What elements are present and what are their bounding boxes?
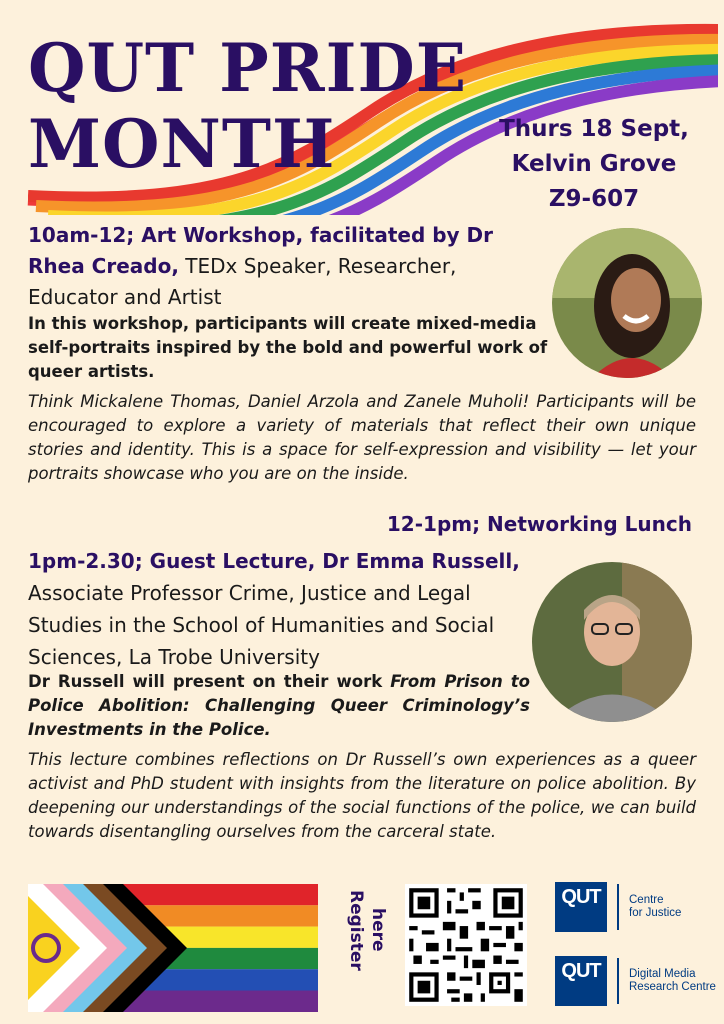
logo-text-line-2: for Justice xyxy=(629,907,682,919)
lecture-summary xyxy=(28,670,530,742)
event-date-location xyxy=(484,112,704,217)
logo-text xyxy=(629,894,681,920)
date-line-3: Z9-607 xyxy=(548,186,640,212)
register-link[interactable] xyxy=(336,890,388,1008)
title-line-2: MONTH xyxy=(28,105,336,183)
page-title xyxy=(28,30,467,182)
qut-logo-icon: QUT xyxy=(555,956,607,1006)
rhea-creado-photo xyxy=(552,228,702,378)
workshop-summary: In this workshop, participants will create mixed-media self-portraits inspired by the bold and powerful work of queer artists. xyxy=(28,314,548,381)
logo-text-line-1: Digital Media xyxy=(629,968,696,980)
date-line-2: Kelvin Grove xyxy=(511,151,677,177)
lecture-title: 1pm-2.30; Guest Lecture, Dr Emma Russell, xyxy=(28,549,520,573)
logo-divider xyxy=(617,884,619,930)
lecture-summary-intro: Dr Russell will present on their work xyxy=(28,672,391,691)
emma-russell-photo xyxy=(532,562,692,722)
workshop-title: 10am-12; Art Workshop, facilitated by Dr Rhea Creado, xyxy=(28,223,493,278)
centre-for-justice-logo xyxy=(555,882,681,932)
workshop-description: Think Mickalene Thomas, Daniel Arzola and Zanele Muholi! Participants will be encouraged to explore a variety of materials that reflect their own unique stories and identity. This is a space for self-expression and visibility — let your portraits showcase who you are on the inside. xyxy=(28,392,696,483)
lecture-description: This lecture combines reflections on Dr Russell’s own experiences as a queer activist and PhD student with insights from the literature on police abolition. By deepening our understandings of the social functions of the police, we can build towards disentangling ourselves from the carceral state. xyxy=(28,750,696,841)
title-line-1: QUT PRIDE xyxy=(28,29,468,107)
register-text: Register xyxy=(346,890,366,971)
logo-text xyxy=(629,968,716,994)
date-line-1: Thurs 18 Sept, xyxy=(499,116,689,142)
lecture-work-title: From Prison to Police Abolition: Challenging Queer Criminology’s Investments in the Police. xyxy=(28,672,530,739)
logo-text-line-2: Research Centre xyxy=(629,981,716,993)
workshop-heading xyxy=(28,220,548,313)
logo-divider xyxy=(617,958,619,1004)
lecture-heading xyxy=(28,545,538,673)
facilitator-roles: TEDx Speaker, Researcher, Educator and Artist xyxy=(28,254,457,309)
networking-lunch: 12-1pm; Networking Lunch xyxy=(386,512,692,536)
qut-logo-icon: QUT xyxy=(555,882,607,932)
logo-text-line-1: Centre xyxy=(629,894,664,906)
speaker-affiliation: Associate Professor Crime, Justice and Legal Studies in the School of Humanities and Social Sciences, La Trobe University xyxy=(28,581,495,669)
register-here-text: here xyxy=(368,908,388,952)
qr-code-icon[interactable] xyxy=(405,884,527,1006)
digital-media-research-centre-logo xyxy=(555,956,716,1006)
progress-pride-flag-icon xyxy=(28,884,318,1012)
